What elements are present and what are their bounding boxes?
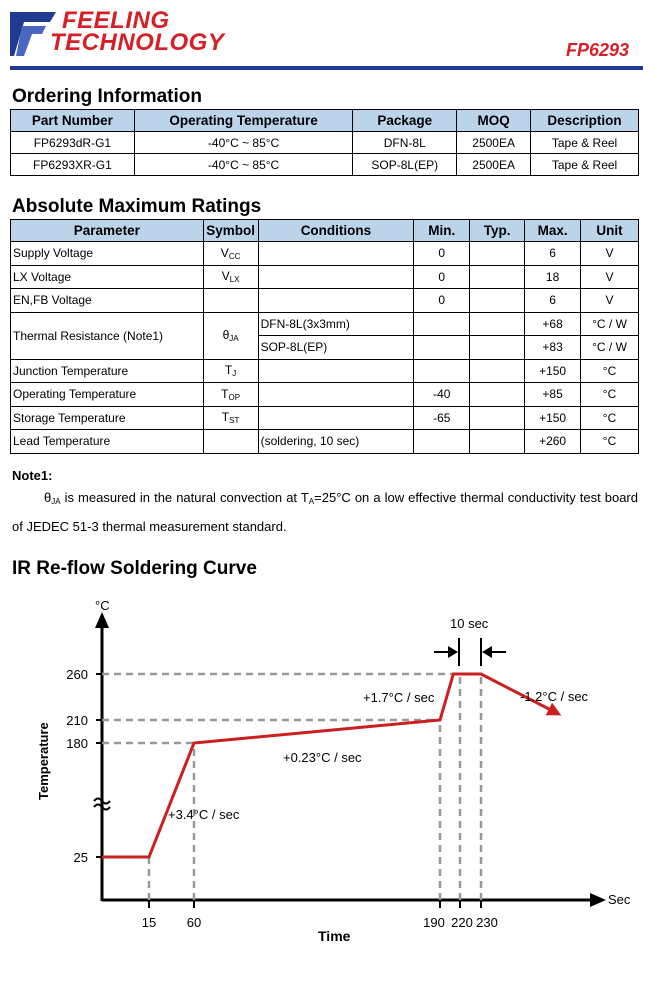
ten-sec-marker [434,638,506,666]
param-cell: Operating Temperature [11,383,204,407]
table-cell: SOP-8L(EP) [353,154,457,176]
conditions-cell: SOP-8L(EP) [258,336,414,360]
symbol-subscript: OP [228,392,241,402]
table-row [11,430,639,454]
max-cell: 6 [525,289,581,313]
table-header-row [11,220,639,242]
min-cell [414,430,470,454]
col-part-number: Part Number [11,110,135,132]
col-package: Package [353,110,457,132]
abs-max-table [10,219,639,454]
table-row [11,312,639,336]
unit-cell: °C [581,383,639,407]
conditions-cell [258,242,414,266]
x-tick-label: 220 [451,915,473,930]
table-cell: FP6293dR-G1 [11,132,135,154]
col-max: Max. [525,220,581,242]
symbol-cell [203,312,258,359]
table-cell: -40°C ~ 85°C [134,132,353,154]
unit-cell: V [581,289,639,313]
table-cell: -40°C ~ 85°C [134,154,353,176]
param-cell: Lead Temperature [11,430,204,454]
symbol-subscript: LX [229,275,240,285]
symbol-subscript: ST [229,416,240,426]
table-row [11,383,639,407]
logo-text-feeling: FEELING [62,7,170,34]
param-cell: Storage Temperature [11,406,204,430]
unit-cell: °C / W [581,312,639,336]
table-row [11,132,639,154]
param-cell: LX Voltage [11,265,204,289]
typ-cell [470,383,525,407]
unit-cell: °C [581,406,639,430]
conditions-cell: DFN-8L(3x3mm) [258,312,414,336]
logo-text-technology: TECHNOLOGY [50,29,225,56]
reflow-curve [102,674,556,857]
col-description: Description [531,110,639,132]
col-operating-temperature: Operating Temperature [134,110,353,132]
symbol-subscript: J [232,369,237,379]
symbol-cell [203,289,258,313]
table-cell: Tape & Reel [531,132,639,154]
conditions-cell [258,359,414,383]
x-tick-label: 60 [186,915,202,930]
col-conditions: Conditions [258,220,414,242]
ir-reflow-heading: IR Re-flow Soldering Curve [12,558,257,579]
max-cell: +150 [525,359,581,383]
typ-cell [470,312,525,336]
unit-cell: V [581,242,639,266]
rate-annotation: -1.2°C / sec [520,689,589,704]
table-cell: Tape & Reel [531,154,639,176]
conditions-cell [258,406,414,430]
symbol-cell [203,406,258,430]
max-cell: +85 [525,383,581,407]
col-unit: Unit [581,220,639,242]
rate-annotation: +3.4°C / sec [168,807,240,822]
max-cell: +83 [525,336,581,360]
unit-cell: V [581,265,639,289]
table-header-row [11,110,639,132]
table-row [11,154,639,176]
rate-annotation: +0.23°C / sec [283,750,362,765]
min-cell: 0 [414,289,470,313]
symbol-cell [203,265,258,289]
col-typ: Typ. [470,220,525,242]
max-cell: 6 [525,242,581,266]
part-number-title: FP6293 [565,40,629,60]
table-row [11,265,639,289]
symbol-cell [203,430,258,454]
x-tick-label: 15 [141,915,157,930]
table-row [11,289,639,313]
col-symbol: Symbol [203,220,258,242]
symbol-text: T [221,410,230,425]
y-axis-label: Temperature [36,722,51,800]
max-cell: +68 [525,312,581,336]
x-axis-label: Time [318,928,351,944]
header-divider [10,66,643,70]
col-parameter: Parameter [11,220,204,242]
min-cell: -40 [414,383,470,407]
y-unit-label: °C [95,598,110,613]
note-text-part2: =25°C on a low effective thermal conductivity test board of JEDEC 51-3 thermal measurement standard. [12,490,638,534]
y-tick-label: 210 [66,713,88,728]
symbol-subscript: CC [228,251,241,261]
min-cell [414,312,470,336]
min-cell: 0 [414,242,470,266]
note-title: Note1: [12,468,53,483]
table-cell: FP6293XR-G1 [11,154,135,176]
param-cell: Supply Voltage [11,242,204,266]
symbol-cell [203,383,258,407]
rate-annotation: 10 sec [450,616,489,631]
reflow-soldering-chart [0,590,653,960]
symbol-text: θ [222,328,230,342]
param-cell: EN,FB Voltage [11,289,204,313]
x-tick-label: 230 [476,915,498,930]
symbol-text: T [224,363,233,378]
max-cell: +150 [525,406,581,430]
note-body [12,486,638,539]
table-row [11,242,639,266]
conditions-cell: (soldering, 10 sec) [258,430,414,454]
typ-cell [470,289,525,313]
min-cell: -65 [414,406,470,430]
rate-annotation: +1.7°C / sec [363,690,435,705]
unit-cell: °C [581,430,639,454]
unit-cell: °C / W [581,336,639,360]
y-axis-arrow-icon [95,612,109,628]
min-cell: 0 [414,265,470,289]
table-cell: 2500EA [457,154,531,176]
ordering-info-table [10,109,639,176]
theta-symbol: θ [44,490,52,505]
y-tick-label: 25 [73,850,88,865]
conditions-cell [258,289,414,313]
unit-cell: °C [581,359,639,383]
typ-cell [470,336,525,360]
typ-cell [470,406,525,430]
col-min: Min. [414,220,470,242]
min-cell [414,359,470,383]
typ-cell [470,359,525,383]
abs-max-heading: Absolute Maximum Ratings [12,196,262,217]
note-text-part1: is measured in the natural convection at T [60,490,309,505]
page-header [0,0,653,72]
conditions-cell [258,265,414,289]
symbol-text: T [221,386,229,401]
ordering-info-heading: Ordering Information [12,86,202,107]
y-tick-label: 180 [66,736,88,751]
max-cell: 18 [525,265,581,289]
x-tick-label: 190 [423,915,445,930]
symbol-cell [203,242,258,266]
symbol-cell [203,359,258,383]
conditions-cell [258,383,414,407]
table-row [11,359,639,383]
table-row [11,406,639,430]
theta-subscript: JA [51,497,61,506]
col-moq: MOQ [457,110,531,132]
table-cell: DFN-8L [353,132,457,154]
symbol-text: V [220,245,229,260]
x-unit-label: Sec [608,892,631,907]
y-tick-label: 260 [66,667,88,682]
typ-cell [470,242,525,266]
typ-cell [470,265,525,289]
min-cell [414,336,470,360]
param-cell: Thermal Resistance (Note1) [11,312,204,359]
symbol-subscript: JA [229,334,239,343]
param-cell: Junction Temperature [11,359,204,383]
ta-subscript: A [308,497,315,506]
max-cell: +260 [525,430,581,454]
symbol-text: V [221,269,230,284]
typ-cell [470,430,525,454]
table-cell: 2500EA [457,132,531,154]
x-axis-arrow-icon [590,893,606,907]
